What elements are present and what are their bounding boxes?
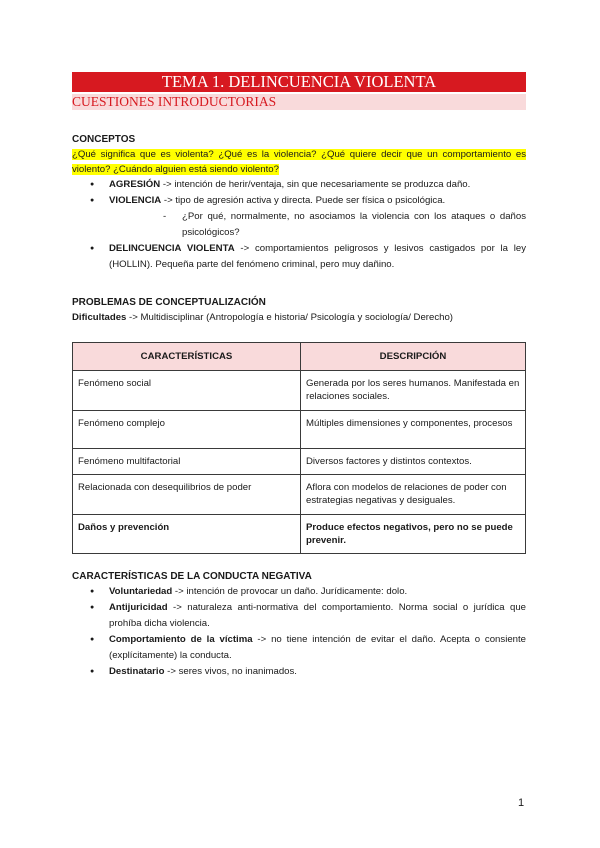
sub-list-item: - ¿Por qué, normalmente, no asociamos la violencia con los ataques o daños psicológicos? bbox=[109, 209, 526, 241]
list-item: ● Comportamiento de la víctima -> no tiene intención de evitar el daño. Acepta o consiente (explícitamente) la conducta. bbox=[72, 632, 526, 664]
sub-list bbox=[109, 209, 526, 241]
list-item: ● Antijuricidad -> naturaleza anti-normativa del comportamiento. Norma social o jurídica que prohíba dicha violencia. bbox=[72, 600, 526, 632]
table-cell: Fenómeno complejo bbox=[73, 411, 301, 449]
question-line-1: ¿Qué significa que es violenta? ¿Qué es la violencia? ¿Qué quiere decir que un comportamiento es bbox=[72, 149, 526, 160]
table-row bbox=[73, 515, 526, 554]
table-cell: Generada por los seres humanos. Manifestada en relaciones sociales. bbox=[301, 371, 526, 411]
table-cell: Fenómeno multifactorial bbox=[73, 449, 301, 475]
table-cell: Daños y prevención bbox=[73, 515, 301, 554]
conducta-list bbox=[72, 584, 526, 680]
problemas-heading: PROBLEMAS DE CONCEPTUALIZACIÓN bbox=[72, 297, 266, 308]
list-item: ● Voluntariedad -> intención de provocar un daño. Jurídicamente: dolo. bbox=[72, 584, 526, 600]
characteristics-table bbox=[72, 342, 526, 554]
table-cell: Fenómeno social bbox=[73, 371, 301, 411]
table-cell: Aflora con modelos de relaciones de poder con estrategias negativas y desiguales. bbox=[301, 475, 526, 515]
section-subtitle: CUESTIONES INTRODUCTORIAS bbox=[72, 94, 526, 110]
list-item: ● DELINCUENCIA VIOLENTA -> comportamientos peligrosos y lesivos castigados por la ley (HOLLIN). Pequeña parte del fenómeno criminal, pero muy dañino. bbox=[72, 241, 526, 273]
table-cell: Relacionada con desequilibrios de poder bbox=[73, 475, 301, 515]
highlighted-question bbox=[72, 147, 526, 177]
conceptos-heading: CONCEPTOS bbox=[72, 134, 136, 145]
list-item: ● VIOLENCIA -> tipo de agresión activa y directa. Puede ser física o psicológica. - ¿Por qué, normalmente, no asociamos la violencia con los ataques o daños psicológicos? bbox=[72, 193, 526, 241]
header-descripcion: DESCRIPCIÓN bbox=[301, 343, 526, 371]
dificultades-line: Dificultades -> Multidisciplinar (Antropología e historia/ Psicología y sociología/ Derecho) bbox=[72, 312, 453, 323]
document-title: TEMA 1. DELINCUENCIA VIOLENTA bbox=[72, 72, 526, 92]
table-header-row bbox=[73, 343, 526, 371]
list-item: ● AGRESIÓN -> intención de herir/ventaja, sin que necesariamente se produzca daño. bbox=[72, 177, 526, 193]
header-caracteristicas: CARACTERÍSTICAS bbox=[73, 343, 301, 371]
table-row bbox=[73, 449, 526, 475]
list-item: ● Destinatario -> seres vivos, no inanimados. bbox=[72, 664, 526, 680]
conducta-heading: CARACTERÍSTICAS DE LA CONDUCTA NEGATIVA bbox=[72, 571, 312, 582]
document-page bbox=[72, 72, 526, 680]
table-cell: Diversos factores y distintos contextos. bbox=[301, 449, 526, 475]
table-row bbox=[73, 411, 526, 449]
question-line-2: violento? ¿Cuándo alguien está siendo violento? bbox=[72, 164, 279, 175]
conceptos-list bbox=[72, 177, 526, 273]
table-cell: Múltiples dimensiones y componentes, procesos bbox=[301, 411, 526, 449]
table-row bbox=[73, 371, 526, 411]
page-number: 1 bbox=[518, 797, 525, 809]
table-cell: Produce efectos negativos, pero no se puede prevenir. bbox=[301, 515, 526, 554]
table-row bbox=[73, 475, 526, 515]
